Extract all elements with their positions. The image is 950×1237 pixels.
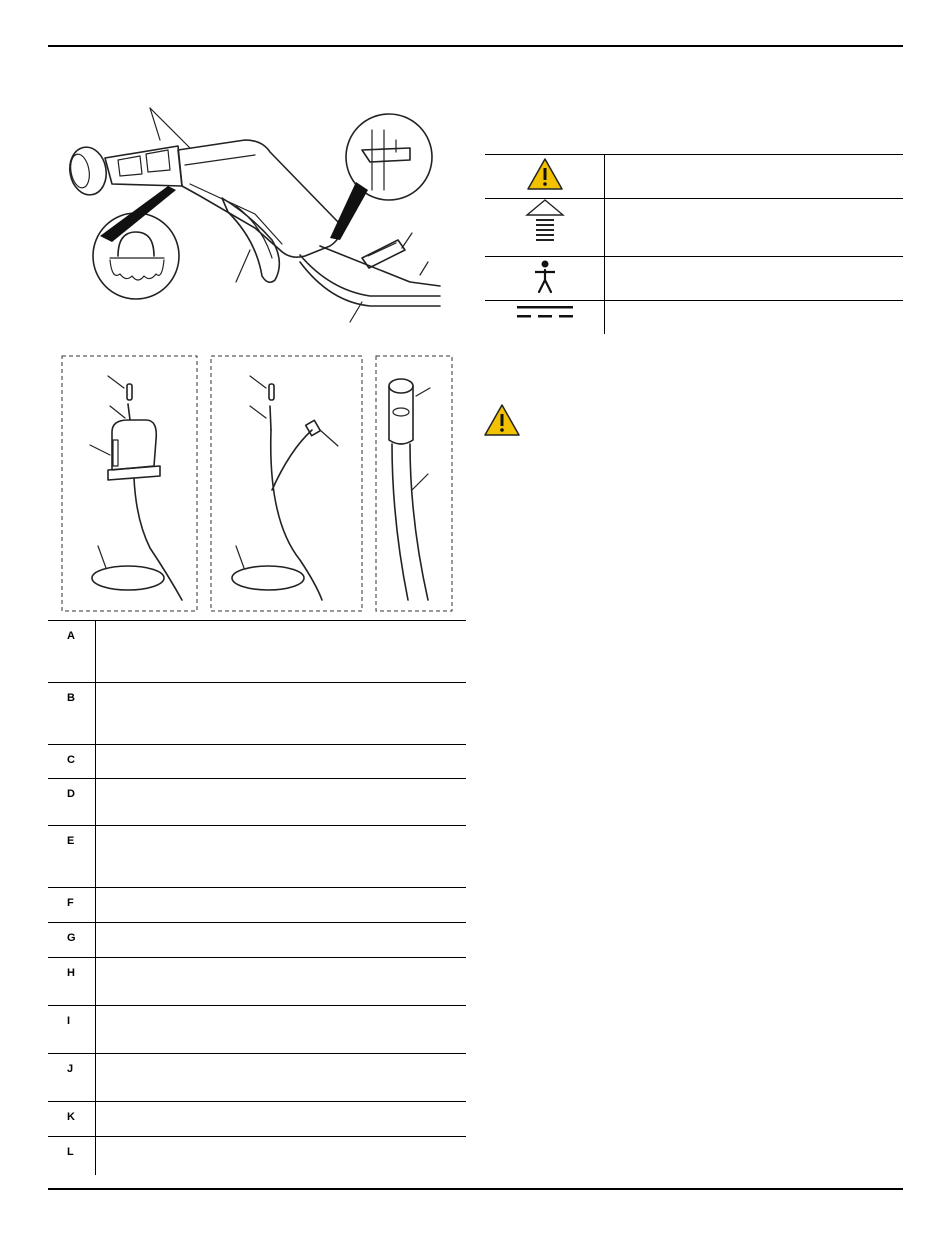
parts-row-h <box>48 957 466 1005</box>
parts-row-e <box>48 825 466 887</box>
warning-triangle-icon <box>525 156 565 192</box>
row-letter: J <box>67 1063 74 1075</box>
parts-row-g <box>48 922 466 957</box>
row-letter: B <box>67 692 75 704</box>
parts-row-j <box>48 1053 466 1101</box>
adapter-with-cable <box>90 376 182 600</box>
parts-row-d <box>48 778 466 825</box>
panel-tubing <box>376 356 452 611</box>
row-letter: L <box>67 1146 74 1158</box>
direct-current-icon <box>515 306 575 326</box>
suction-tubing <box>389 379 430 600</box>
electrode-cable-with-clip <box>232 376 338 600</box>
row-letter: I <box>67 1015 71 1027</box>
row-letter: F <box>67 897 74 909</box>
parts-table-divider <box>95 620 96 1175</box>
parts-row-l <box>48 1136 466 1183</box>
warning-triangle-icon <box>483 403 521 437</box>
type-b-applied-part-icon <box>530 258 560 296</box>
row-letter: H <box>67 967 75 979</box>
panel-cable <box>211 356 362 611</box>
row-letter: E <box>67 835 75 847</box>
parts-row-i <box>48 1005 466 1053</box>
bottom-rule <box>48 1188 903 1190</box>
row-letter: G <box>67 932 76 944</box>
parts-row-c <box>48 744 466 778</box>
symbols-table-divider <box>604 154 605 334</box>
panel-adapter <box>62 356 197 611</box>
parts-row-b <box>48 682 466 744</box>
row-letter: A <box>67 630 75 642</box>
parts-row-f <box>48 887 466 922</box>
row-letter: C <box>67 754 75 766</box>
parts-table <box>48 620 466 1183</box>
row-letter: D <box>67 788 75 800</box>
parts-row-a <box>48 620 466 682</box>
row-letter: K <box>67 1111 75 1123</box>
parts-row-k <box>48 1101 466 1136</box>
sterilization-stack-icon <box>525 197 565 249</box>
